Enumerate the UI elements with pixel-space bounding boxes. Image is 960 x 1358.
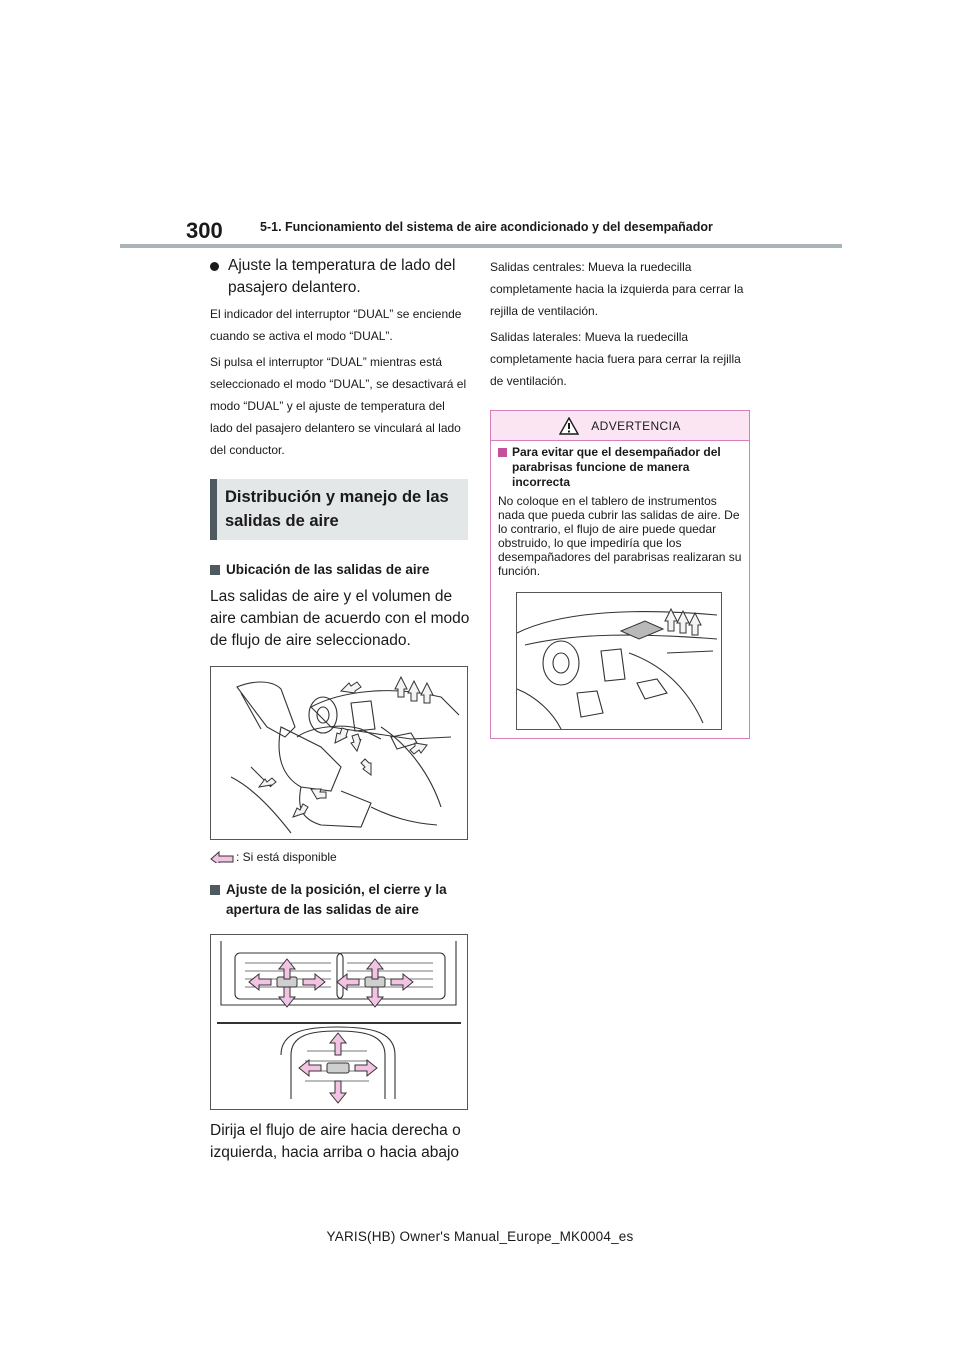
- square-bullet-icon: [210, 885, 220, 895]
- dashboard-object-figure: [516, 592, 722, 730]
- page-number: 300: [186, 218, 223, 243]
- airflow-arrow-icon: [210, 851, 234, 863]
- left-column: [210, 254, 470, 1164]
- warning-title: ADVERTENCIA: [591, 418, 681, 433]
- warning-subheading-text: Para evitar que el desempañador del parabrisas funcione de manera incorrecta: [512, 445, 721, 489]
- central-vents-paragraph: Salidas centrales: Mueva la ruedecilla completamente hacia la izquierda para cerrar la rejilla de ventilación.: [490, 260, 744, 318]
- figure-note: [210, 850, 470, 864]
- figure-note-text: : Si está disponible: [236, 850, 337, 864]
- dual-indicator-paragraph: El indicador del interruptor “DUAL” se enciende cuando se activa el modo “DUAL”.: [210, 307, 462, 343]
- dashboard-illustration: [517, 593, 721, 729]
- section-title: Distribución y manejo de las salidas de aire: [210, 479, 468, 540]
- car-interior-illustration: [211, 667, 467, 839]
- airflow-paragraph: Las salidas de aire y el volumen de aire cambian de acuerdo con el modo de flujo de aire seleccionado.: [210, 588, 470, 649]
- header-rule: [120, 244, 842, 248]
- subheading-adjustment: [210, 880, 470, 920]
- bullet-heading: Ajuste la temperatura de lado del pasajero delantero.: [228, 257, 456, 296]
- side-vents-paragraph: Salidas laterales: Mueva la ruedecilla completamente hacia fuera para cerrar la rejilla de ventilación.: [490, 330, 741, 388]
- dual-switch-paragraph: Si pulsa el interruptor “DUAL” mientras está seleccionado el modo “DUAL”, se desactivará el modo “DUAL” y el ajuste de temperatura del lado del pasajero delantero se vinculará al lado del conductor.: [210, 355, 467, 457]
- chapter-title: 5-1. Funcionamiento del sistema de aire acondicionado y del desempañador: [260, 220, 713, 234]
- subheading-adjustment-text: Ajuste de la posición, el cierre y la apertura de las salidas de aire: [226, 882, 447, 917]
- square-bullet-icon: [210, 565, 220, 575]
- warning-triangle-icon: [559, 417, 579, 435]
- warning-box: [490, 410, 750, 739]
- subheading-location: [210, 560, 470, 580]
- warning-subheading: [498, 445, 742, 490]
- subheading-location-text: Ubicación de las salidas de aire: [226, 562, 430, 577]
- direction-paragraph: Dirija el flujo de aire hacia derecha o izquierda, hacia arriba o hacia abajo: [210, 1122, 461, 1161]
- vent-directions-illustration: [211, 935, 467, 1109]
- footer: YARIS(HB) Owner's Manual_Europe_MK0004_es: [326, 1229, 634, 1244]
- vents-location-figure: [210, 666, 468, 840]
- bullet-item: [210, 255, 470, 299]
- bullet-dot-icon: [210, 262, 219, 271]
- warning-body: [491, 441, 749, 738]
- vent-adjustment-figure: [210, 934, 468, 1110]
- right-column: [490, 256, 752, 739]
- square-bullet-icon: [498, 448, 507, 457]
- warning-header: [491, 411, 749, 441]
- warning-text: No coloque en el tablero de instrumentos nada que pueda cubrir las salidas de aire. De lo contrario, el flujo de aire puede quedar obstruido, lo que impediría que los desempañadores del parabrisas realizaran su función.: [498, 494, 742, 578]
